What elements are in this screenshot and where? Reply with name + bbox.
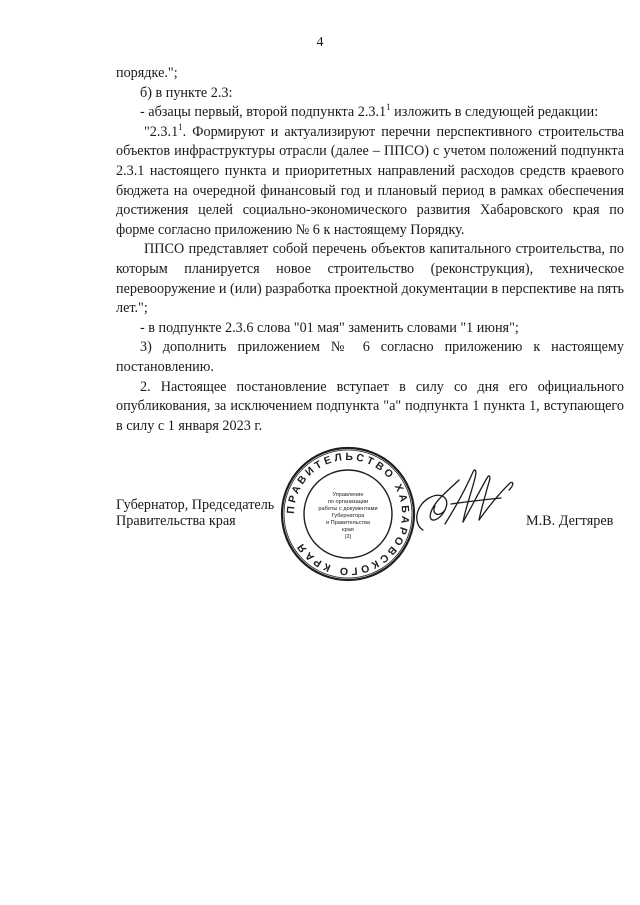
paragraph: 3) дополнить приложением № 6 согласно приложению к настоящему постановлению. [116, 339, 624, 375]
handwritten-signature [405, 458, 520, 540]
signatory-position: Губернатор, Председатель Правительства края [116, 497, 275, 529]
paragraph: - в подпункте 2.3.6 слова "01 мая" заменить словами "1 июня"; [140, 319, 519, 336]
seal-ring-text: ПРАВИТЕЛЬСТВО ХАБАРОВСКОГО КРАЯ [284, 450, 412, 578]
paragraph: 2. Настоящее постановление вступает в силу со дня его официального опубликования, за исключением подпункта "а" подпункта 1 пункта 1, вступающего в силу с 1 января 2023 г. [116, 378, 624, 434]
signatory-name: М.В. Дегтярев [526, 513, 614, 529]
paragraph: - абзацы первый, второй подпункта 2.3.1$^1$ изложить в следующей редакции: [140, 102, 599, 121]
paragraph: ППСО представляет собой перечень объектов капитального строительства, по которым планируется новое строительство (реконструкция), техническое перевооружение и (или) разработка проектной документации в перспективе на пять лет."; [116, 241, 624, 317]
seal-inner-text: Управление по организации работы с документами Губернатора и Правительства края (2) [318, 492, 378, 540]
paragraph: порядке."; [116, 65, 178, 81]
paragraph: "2.3.1$^1$. Формируют и актуализируют перечни перспективного строительства объектов инфраструктуры отрасли (далее – ППСО) с учетом положений подпункта 2.3.1 настоящего пункта и приоритетных направлений расходов средств краевого бюджета на очередной финансовый год и плановый период в рамках обеспечения достижения целей социально-экономического развития Хабаровского края по форме согласно приложению № 6 к настоящему Порядку. [116, 121, 624, 238]
document-body [116, 64, 624, 436]
page-number: 4 [316, 35, 324, 50]
paragraph: б) в пункте 2.3: [140, 84, 233, 101]
